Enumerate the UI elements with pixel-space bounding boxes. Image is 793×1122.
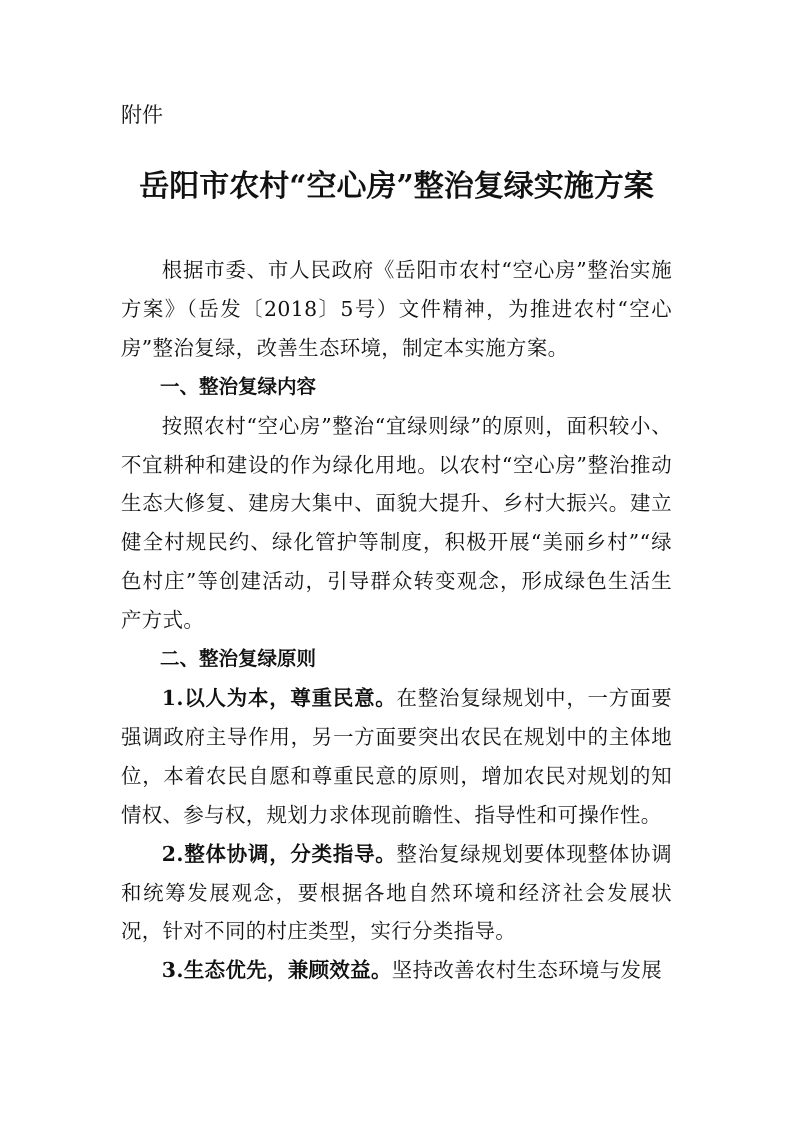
- section-heading-content: 一、整治复绿内容: [160, 374, 317, 398]
- principle-text: 整治复绿规划要体现整体协调和统筹发展观念，要根据各地自然环境和经济社会发展状况，针对不同的村庄类型，实行分类指导。: [121, 841, 673, 944]
- document-body: [121, 251, 672, 990]
- principle-item: [121, 835, 672, 952]
- principle-item: [121, 951, 672, 990]
- intro-paragraph: 根据市委、市人民政府《岳阳市农村“空心房”整治实施方案》（岳发〔2018〕5号）文件精神，为推进农村“空心房”整治复绿，改善生态环境，制定本实施方案。: [121, 258, 672, 360]
- principle-text: 坚持改善农村生态环境与发展: [391, 958, 663, 983]
- principle-text: 在整治复绿规划中，一方面要强调政府主导作用，另一方面要突出农民在规划中的主体地位，本着农民自愿和尊重民意的原则，增加农民对规划的知情权、参与权，规划力求体现前瞻性、指导性和可操作性。: [121, 685, 673, 827]
- principle-lead: 2.整体协调，分类指导。: [161, 841, 397, 866]
- principle-item: [121, 679, 672, 835]
- section-heading-principles: 二、整治复绿原则: [160, 647, 317, 671]
- section-content-paragraph: 按照农村“空心房”整治“宜绿则绿”的原则，面积较小、不宜耕种和建设的作为绿化用地。以农村“空心房”整治推动生态大修复、建房大集中、面貌大提升、乡村大振兴。建立健全村规民约、绿化管护等制度，积极开展“美丽乡村”“绿色村庄”等创建活动，引导群众转变观念，形成绿色生活生产方式。: [121, 413, 672, 633]
- principle-lead: 1.以人为本，尊重民意。: [161, 685, 397, 710]
- attachment-label: 附件: [121, 103, 163, 127]
- document-title: 岳阳市农村“空心房”整治复绿实施方案: [139, 169, 654, 204]
- principle-lead: 3.生态优先，兼顾效益。: [161, 958, 392, 983]
